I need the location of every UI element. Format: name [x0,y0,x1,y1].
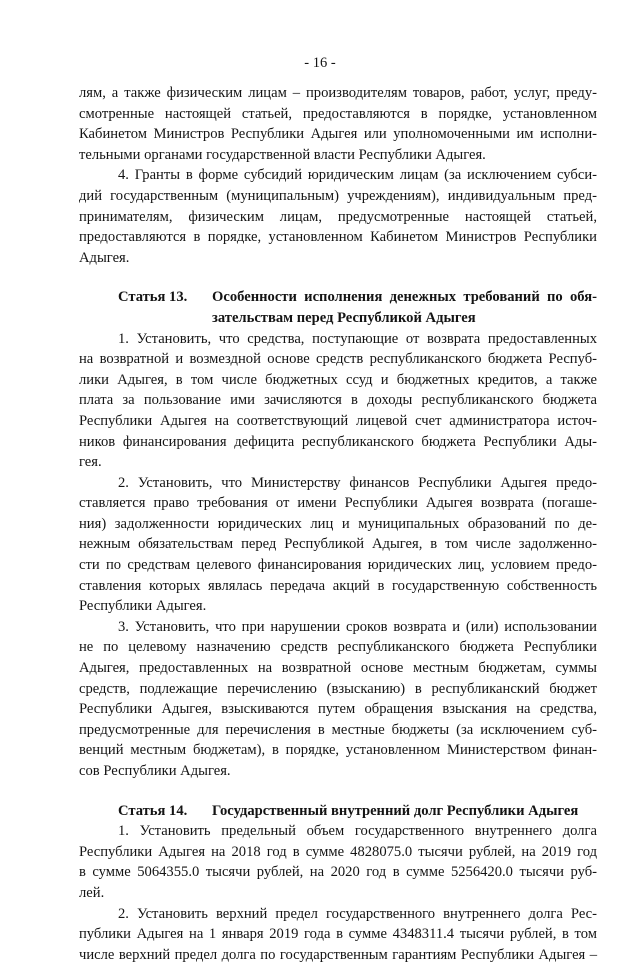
text-line: предоставляются в порядке, установленном Кабинетом Министров Республики [79,229,597,246]
text-line: Республики Адыгея на соответствующий лицевой счет администратора источ- [79,412,597,429]
text-line: на возвратной и возмездной основе средств республиканского бюджета Респуб- [79,351,597,368]
text-line: Адыгея. [79,249,130,266]
page-number: - 16 - [304,55,336,71]
article-14-heading [79,801,597,822]
article-13-label: Статья 13. [118,289,188,306]
text-line: ния) задолженности юридических лиц и муниципальных образований по де- [79,515,597,532]
text-line: 1. Установить предельный объем государственного внутреннего долга [118,823,597,840]
text-line: венций местным бюджетам), в порядке, установленном Министерством финан- [79,742,597,759]
article-13-heading [79,287,597,308]
text-line: ставления которых являлась передача акций в государственную собственность [79,577,597,594]
section-gap [79,782,597,801]
text-line: Кабинетом Министров Республики Адыгея или уполномоченными им исполни- [79,126,597,143]
text-line: Республики Адыгея на 2018 год в сумме 4828075.0 тысячи рублей, на 2019 год [79,843,597,860]
text-line: 2. Установить, что Министерству финансов Республики Адыгея предо- [118,474,597,491]
text-line: сти по средствам целевого финансирования юридических лиц, условием предо- [79,557,597,574]
text-line: в сумме 5064355.0 тысячи рублей, на 2020 год в сумме 5256420.0 тысячи руб- [79,864,597,881]
text-line: лики Адыгея, в том числе бюджетных ссуд и бюджетных кредитов, а также [79,371,597,388]
text-line: принимателям, физическим лицам, предусмотренные настоящей статьей, [79,208,597,225]
text-line: числе верхний предел долга по государственным гарантиям Республики Адыгея – [79,946,597,963]
text-line: сов Республики Адыгея. [79,763,231,779]
text-line: 1. Установить, что средства, поступающие от возврата предоставленных [118,330,597,347]
text-line: публики Адыгея на 1 января 2019 года в сумме 4348311.4 тысячи рублей, в том [79,926,597,943]
text-line: Адыгея, предоставленных на возвратной основе местным бюджетам, суммы [79,660,597,677]
text-line: лям, а также физическим лицам – производителям товаров, работ, услуг, преду- [79,85,597,101]
text-line: гея. [79,454,102,471]
text-line: 2. Установить верхний предел государственного внутреннего долга Рес- [118,905,597,922]
text-line: средств, подлежащие перечислению (взысканию) в республиканский бюджет [79,680,597,697]
text-line: Республики Адыгея. [79,598,207,615]
text-line: дий государственным (муниципальным) учреждениям), индивидуальным пред- [79,187,597,204]
text-line: плата за пользование ими зачисляются в доходы республиканского бюджета [79,392,597,409]
document-body [79,83,597,965]
article-14-title: Государственный внутренний долг Республики Адыгея [212,802,579,819]
text-line: не по целевому назначению средств республиканского бюджета Республики [79,639,597,656]
text-line: предусмотренные для перечисления в местные бюджеты (за исключением суб- [79,721,597,738]
text-line: смотренные настоящей статьей, предоставляются в порядке, установленном [79,105,597,122]
text-line: нежным обязательствам перед Республикой Адыгея, в том числе задолженно- [79,536,597,553]
text-line: 3. Установить, что при нарушении сроков возврата и (или) использовании [118,618,597,635]
text-line: тельными органами государственной власти Республики Адыгея. [79,146,486,163]
text-line: ставляется право требования от имени Республики Адыгея возврата (погаше- [79,495,597,512]
section-gap [79,268,597,287]
text-line: ников финансирования дефицита республиканского бюджета Республики Ады- [79,433,597,450]
text-line: лей. [79,884,105,901]
article-14-label: Статья 14. [118,802,188,819]
text-line: 4. Гранты в форме субсидий юридическим лицам (за исключением субси- [118,167,597,184]
article-13-title-line2: зательствам перед Республикой Адыгея [212,309,476,326]
text-line: Республики Адыгея, взыскиваются путем обращения взыскания на средства, [79,701,597,718]
article-13-title-line1: Особенности исполнения денежных требований по обя- [212,289,597,306]
